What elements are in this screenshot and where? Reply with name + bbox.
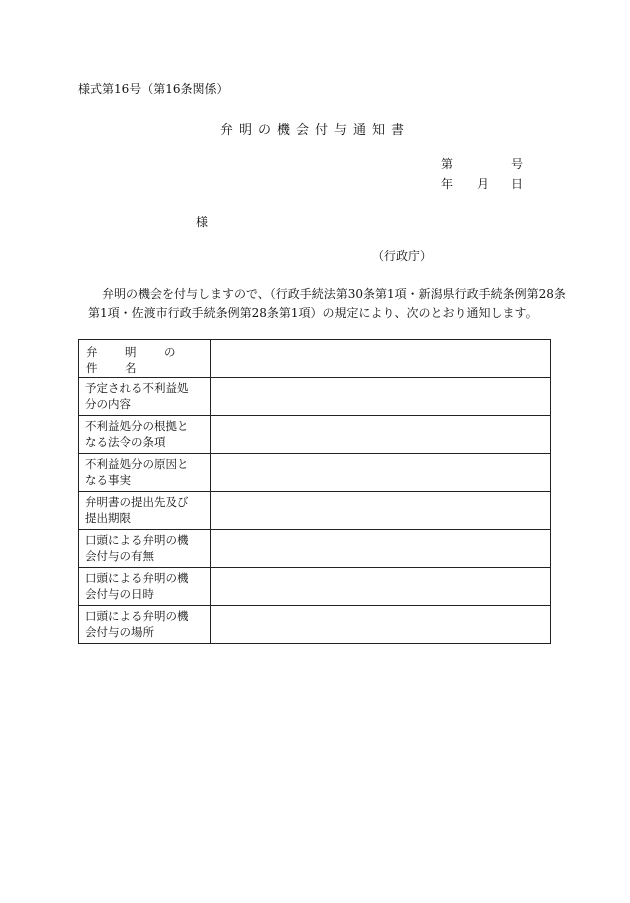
row-label xyxy=(79,530,211,568)
document-title: 弁明の機会付与通知書 xyxy=(219,123,410,138)
row-value xyxy=(211,378,551,416)
date-day: 日 xyxy=(511,177,524,191)
row-label xyxy=(79,492,211,530)
date-month: 月 xyxy=(477,177,490,191)
row-label xyxy=(79,340,211,378)
number-suffix: 号 xyxy=(511,157,524,171)
row-label xyxy=(79,416,211,454)
row-label-line-2: 会付与の有無 xyxy=(85,549,154,563)
notice-body xyxy=(88,285,566,323)
row-label-line-1: 口頭による弁明の機 xyxy=(85,571,189,585)
row-label-line-1: 口頭による弁明の機 xyxy=(85,533,189,547)
notice-body-line-1: 弁明の機会を付与しますので、（行政手続法第30条第1項・新潟県行政手続条例第28条 xyxy=(102,287,566,301)
row-value xyxy=(211,606,551,644)
row-label xyxy=(79,606,211,644)
row-label-line-2: 提出期限 xyxy=(85,511,131,525)
row-value xyxy=(211,340,551,378)
row-label-line-1: 弁 明 の 件 名 xyxy=(86,344,203,375)
table-row xyxy=(79,454,551,492)
notice-body-line-2: 第1項・佐渡市行政手続条例第28条第1項）の規定により、次のとおり通知します。 xyxy=(88,306,538,320)
number-prefix: 第 xyxy=(441,157,454,171)
issuing-agency: （行政庁） xyxy=(372,249,433,263)
row-value xyxy=(211,454,551,492)
row-label-line-2: なる事実 xyxy=(85,473,131,487)
table-row xyxy=(79,606,551,644)
row-label-line-1: 弁明書の提出先及び xyxy=(85,495,189,509)
row-value xyxy=(211,492,551,530)
form-number-label: 様式第16号（第16条関係） xyxy=(78,82,229,96)
table-row xyxy=(79,416,551,454)
table-row xyxy=(79,530,551,568)
row-label xyxy=(79,568,211,606)
row-label-line-2: 分の内容 xyxy=(85,397,131,411)
row-value xyxy=(211,530,551,568)
row-value xyxy=(211,416,551,454)
row-label-line-2: 会付与の場所 xyxy=(85,625,154,639)
row-label-line-2: なる法令の条項 xyxy=(85,435,166,449)
row-label-line-1: 不利益処分の根拠と xyxy=(85,419,189,433)
row-label xyxy=(79,378,211,416)
table-row xyxy=(79,568,551,606)
row-label-line-1: 口頭による弁明の機 xyxy=(85,609,189,623)
table-row xyxy=(79,492,551,530)
date-year: 年 xyxy=(441,177,454,191)
row-label-line-1: 予定される不利益処 xyxy=(85,381,189,395)
row-label xyxy=(79,454,211,492)
row-label-line-1: 不利益処分の原因と xyxy=(85,457,189,471)
table-row xyxy=(79,340,551,378)
table-row xyxy=(79,378,551,416)
notice-items-table xyxy=(78,339,551,644)
row-value xyxy=(211,568,551,606)
row-label-line-2: 会付与の日時 xyxy=(85,587,154,601)
recipient-honorific: 様 xyxy=(196,215,209,229)
